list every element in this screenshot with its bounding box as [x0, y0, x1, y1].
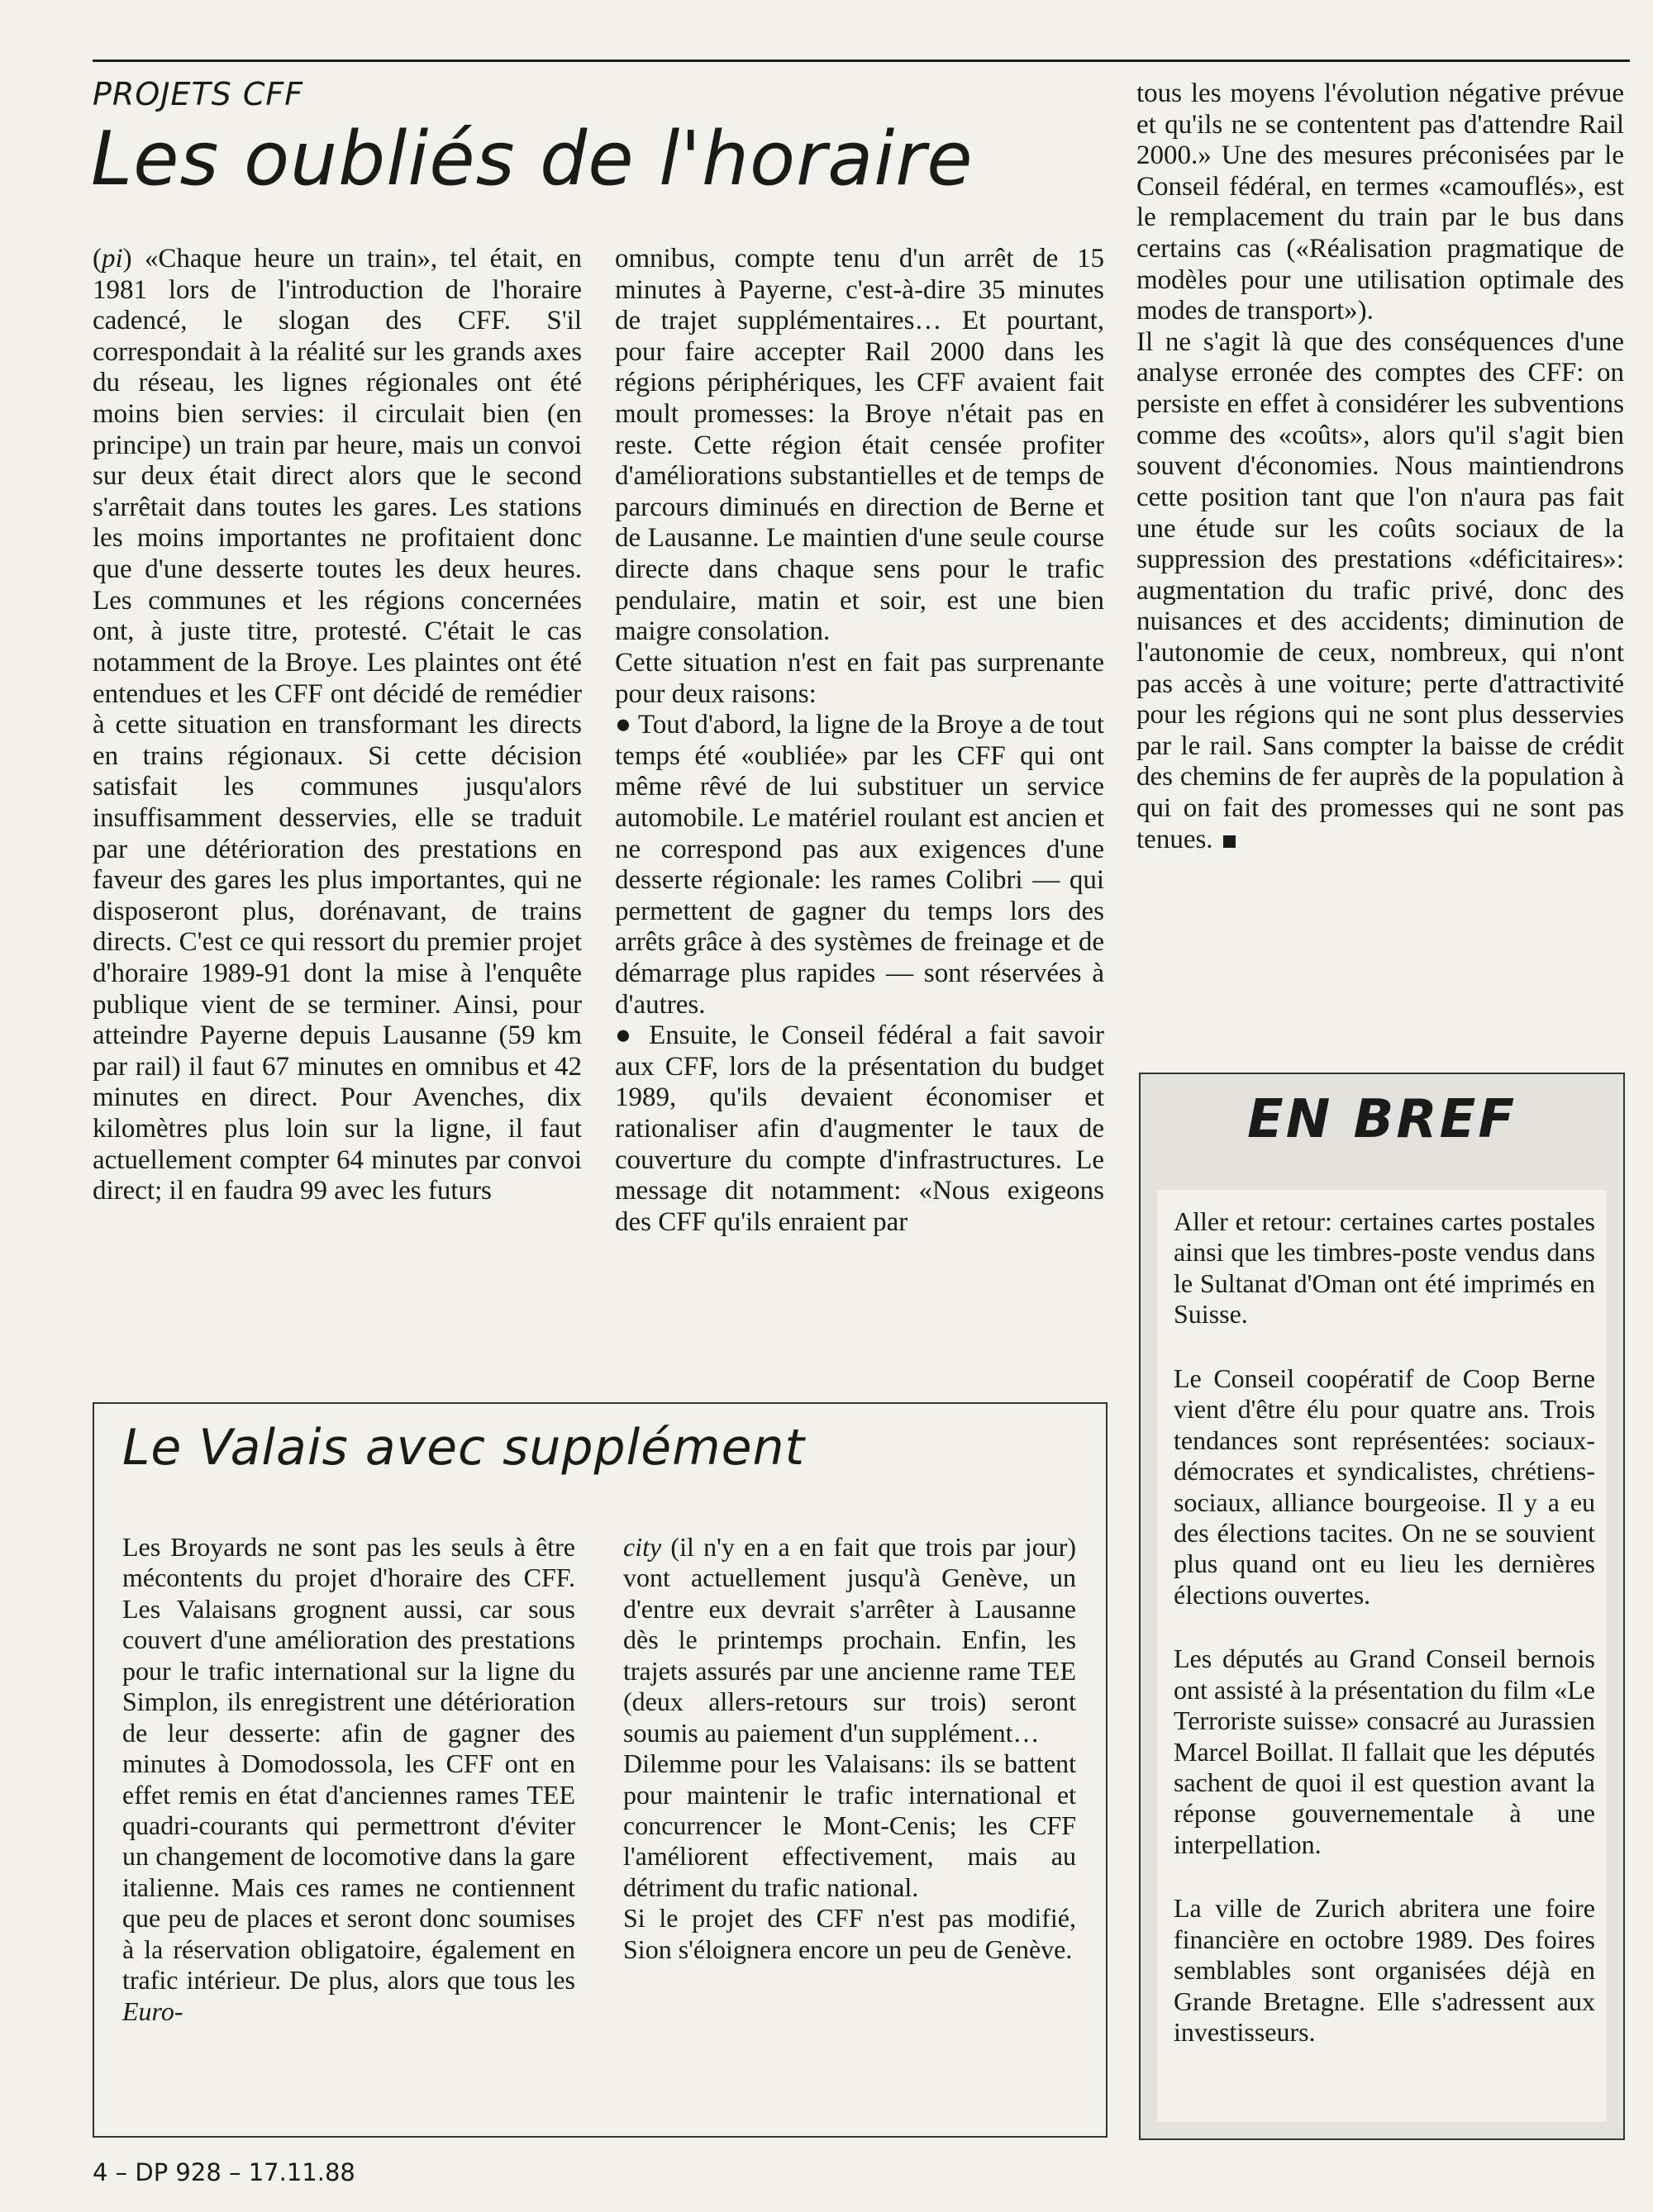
italic-word: city: [623, 1532, 662, 1562]
end-of-article-mark: [1223, 835, 1236, 848]
paragraph-text: Il ne s'agit là que des conséquences d'une analyse erronée des comptes des CFF: on persiste en effet à considérer les subventions comme des «coûts», alors qu'il s'agit bien souvent d'économies. Nous maintiendrons cette position tant que l'on n'aura pas fait une étude sur les coûts sociaux de la suppression des prestations «déficitaires»: augmentation du trafic privé, donc des nuisances et des accidents; diminution de l'autonomie de ceux, nombreux, qui n'ont pas accès à une voiture; perte d'attractivité pour les régions qui ne sont plus desservies par le rail. Sans compter la baisse de crédit des chemins de fer auprès de la population à qui on fait des promesses qui ne sont pas tenues.: [1136, 326, 1624, 854]
valais-column-2: [623, 1532, 1076, 1965]
article-paragraph: (pi) «Chaque heure un train», tel était, en 1981 lors de l'introduction de l'horaire cadencé, le slogan des CFF. S'il correspondait à la réalité sur les grands axes du réseau, les lignes régionales ont été moins bien servies: il circulait bien (en principe) un train par heure, mais un convoi sur deux était direct alors que le second s'arrêtait dans toutes les gares. Les stations les moins importantes ne profitaient donc que d'une desserte toutes les deux heures. Les communes et les régions concernées ont, à juste titre, protesté. C'était le cas notamment de la Broye. Les plaintes ont été entendues et les CFF ont décidé de remédier à cette situation en transformant les directs en trains régionaux. Si cette décision satisfait les communes jusqu'alors insuffisamment desservies, elle se traduit par une détérioration des prestations en faveur des gares les plus importantes, qui ne disposeront plus, dorénavant, de trains directs. C'est ce qui ressort du premier projet d'horaire 1989-91 dont la mise à l'enquête publique vient de se terminer. Ainsi, pour atteindre Payerne depuis Lausanne (59 km par rail) il faut 67 minutes en omnibus et 42 minutes en direct. Pour Avenches, dix kilomètres plus loin sur la ligne, il faut actuellement compter 64 minutes par convoi direct; il en faudra 99 avec les futurs: [93, 244, 582, 1206]
article-paragraph: tous les moyens l'évolution négative prévue et qu'ils ne se contentent pas d'attendre Rail 2000.» Une des mesures préconisées par le Conseil fédéral, en termes «camouflés», est le remplacement du train par le bus dans certains cas («Réalisation pragmatique de modèles pour une utilisation optimale des modes de transport»).: [1136, 78, 1624, 326]
article-paragraph: omnibus, compte tenu d'un arrêt de 15 minutes à Payerne, c'est-à-dire 35 minutes de trajet supplémentaires… Et pourtant, pour faire accepter Rail 2000 dans les régions périphériques, les CFF avaient fait moult promesses: la Broye n'était pas en reste. Cette région était censée profiter d'améliorations substantielles et de temps de parcours diminués en direction de Berne et de Lausanne. Le maintien d'une seule course directe dans chaque sens pour le trafic pendulaire, matin et soir, est une bien maigre consolation.: [615, 244, 1104, 647]
en-bref-items: [1174, 1206, 1595, 2081]
byline: pi: [102, 244, 123, 274]
valais-title: Le Valais avec supplément: [122, 1419, 806, 1477]
article-column-3: [1136, 78, 1624, 855]
valais-paragraph: [122, 1532, 575, 2027]
en-bref-box: [1139, 1073, 1625, 2140]
valais-paragraph: [623, 1532, 1076, 1748]
bref-item: La ville de Zurich abritera une foire financière en octobre 1989. Des foires semblables sont organisées déjà en Grande Bretagne. Elle s'adressent aux investisseurs.: [1174, 1893, 1595, 2048]
bref-item: Aller et retour: certaines cartes postales ainsi que les timbres-poste vendus dans le Sultanat d'Oman ont été imprimés en Suisse.: [1174, 1206, 1595, 1330]
en-bref-content: [1157, 1190, 1607, 2122]
italic-word: Euro-: [122, 1996, 183, 2026]
bref-item: Le Conseil coopératif de Coop Berne vient d'être élu pour quatre ans. Trois tendances sont représentées: sociaux-démocrates et syndicalistes, chrétiens-sociaux, alliance bourgeoise. Il y a eu des élections tacites. On ne se souvient plus quand ont eu lieu les dernières élections ouvertes.: [1174, 1363, 1595, 1610]
article-column-2: [615, 244, 1104, 1239]
article-bullet: ● Tout d'abord, la ligne de la Broye a de tout temps été «oubliée» par les CFF qui ont même rêvé de lui substituer un service automobile. Le matériel roulant est ancien et ne correspond pas aux exigences d'une desserte régionale: les rames Colibri — qui permettent de gagner du temps lors des arrêts grâce à des systèmes de freinage et de démarrage plus rapides — sont réservées à d'autres.: [615, 710, 1104, 1020]
article-bullet: ● Ensuite, le Conseil fédéral a fait savoir aux CFF, lors de la présentation du budget 1989, qu'ils devaient économiser et rationaliser afin d'augmenter le taux de couverture du compte d'infrastructures. Le message dit notamment: «Nous exigeons des CFF qu'ils enraient par: [615, 1020, 1104, 1237]
valais-paragraph: Dilemme pour les Valaisans: ils se battent pour maintenir le trafic international et concurrencer le Mont-Cenis; les CFF l'améliorent effectivement, mais au détriment du trafic national.: [623, 1748, 1076, 1902]
article-headline: Les oubliés de l'horaire: [91, 116, 974, 202]
paragraph-text: «Chaque heure un train», tel était, en 1981 lors de l'introduction de l'horaire cadencé, le slogan des CFF. S'il correspondait à la réalité sur les grands axes du réseau, les lignes régionales ont été moins bien servies: il circulait bien (en principe) un train par heure, mais un convoi sur deux était direct alors que le second s'arrêtait dans toutes les gares. Les stations les moins importantes ne profitaient donc que d'une desserte toutes les deux heures. Les communes et les régions concernées ont, à juste titre, protesté. C'était le cas notamment de la Broye. Les plaintes ont été entendues et les CFF ont décidé de remédier à cette situation en transformant les directs en trains régionaux. Si cette décision satisfait les communes jusqu'alors insuffisamment desservies, elle se traduit par une détérioration des prestations en faveur des gares les plus importantes, qui ne disposeront plus, dorénavant, de trains directs. C'est ce qui ressort du premier projet d'horaire 1989-91 dont la mise à l'enquête publique vient de se terminer. Ainsi, pour atteindre Payerne depuis Lausanne (59 km par rail) il faut 67 minutes en omnibus et 42 minutes en direct. Pour Avenches, dix kilomètres plus loin sur la ligne, il faut actuellement compter 64 minutes par convoi direct; il en faudra 99 avec les futurs: [93, 244, 582, 1206]
en-bref-title: EN BREF: [1246, 1089, 1517, 1150]
valais-column-1: [122, 1532, 575, 2027]
page-footer: 4 – DP 928 – 17.11.88: [93, 2158, 355, 2186]
paragraph-text: (il n'y en a en fait que trois par jour) vont actuellement jusqu'à Genève, un d'entre eux devrait s'arrêter à Lausanne dès le printemps prochain. Enfin, les trajets assurés par une ancienne rame TEE (deux allers-retours sur trois) seront soumis au paiement d'un supplément…: [623, 1532, 1077, 1748]
bref-item: Les députés au Grand Conseil bernois ont assisté à la présentation du film «Le Terroriste suisse» consacré au Jurassien Marcel Boillat. Il fallait que les députés sachent de quoi il est question avant la réponse gouvernementale à une interpellation.: [1174, 1644, 1595, 1859]
article-column-1: [93, 244, 582, 1207]
article-kicker: PROJETS CFF: [93, 76, 304, 112]
paragraph-text: Les Broyards ne sont pas les seuls à être mécontents du projet d'horaire des CFF. Les Valaisans grognent aussi, car sous couvert d'une amélioration des prestations pour le trafic international sur la ligne du Simplon, ils enregistrent une détérioration de leur desserte: afin de gagner des minutes à Domodossola, les CFF ont en effet remis en état d'anciennes rames TEE quadri-courants qui permettront d'éviter un changement de locomotive dans la gare italienne. Mais ces rames ne contiennent que peu de places et seront donc soumises à la réservation obligatoire, également en trafic intérieur. De plus, alors que tous les: [122, 1532, 575, 1996]
article-paragraph: Cette situation n'est en fait pas surprenante pour deux raisons:: [615, 647, 1104, 709]
valais-paragraph: Si le projet des CFF n'est pas modifié, Sion s'éloignera encore un peu de Genève.: [623, 1903, 1076, 1964]
article-paragraph: [1136, 327, 1624, 855]
valais-sidebar-box: [93, 1402, 1108, 2138]
top-rule: [93, 59, 1630, 62]
